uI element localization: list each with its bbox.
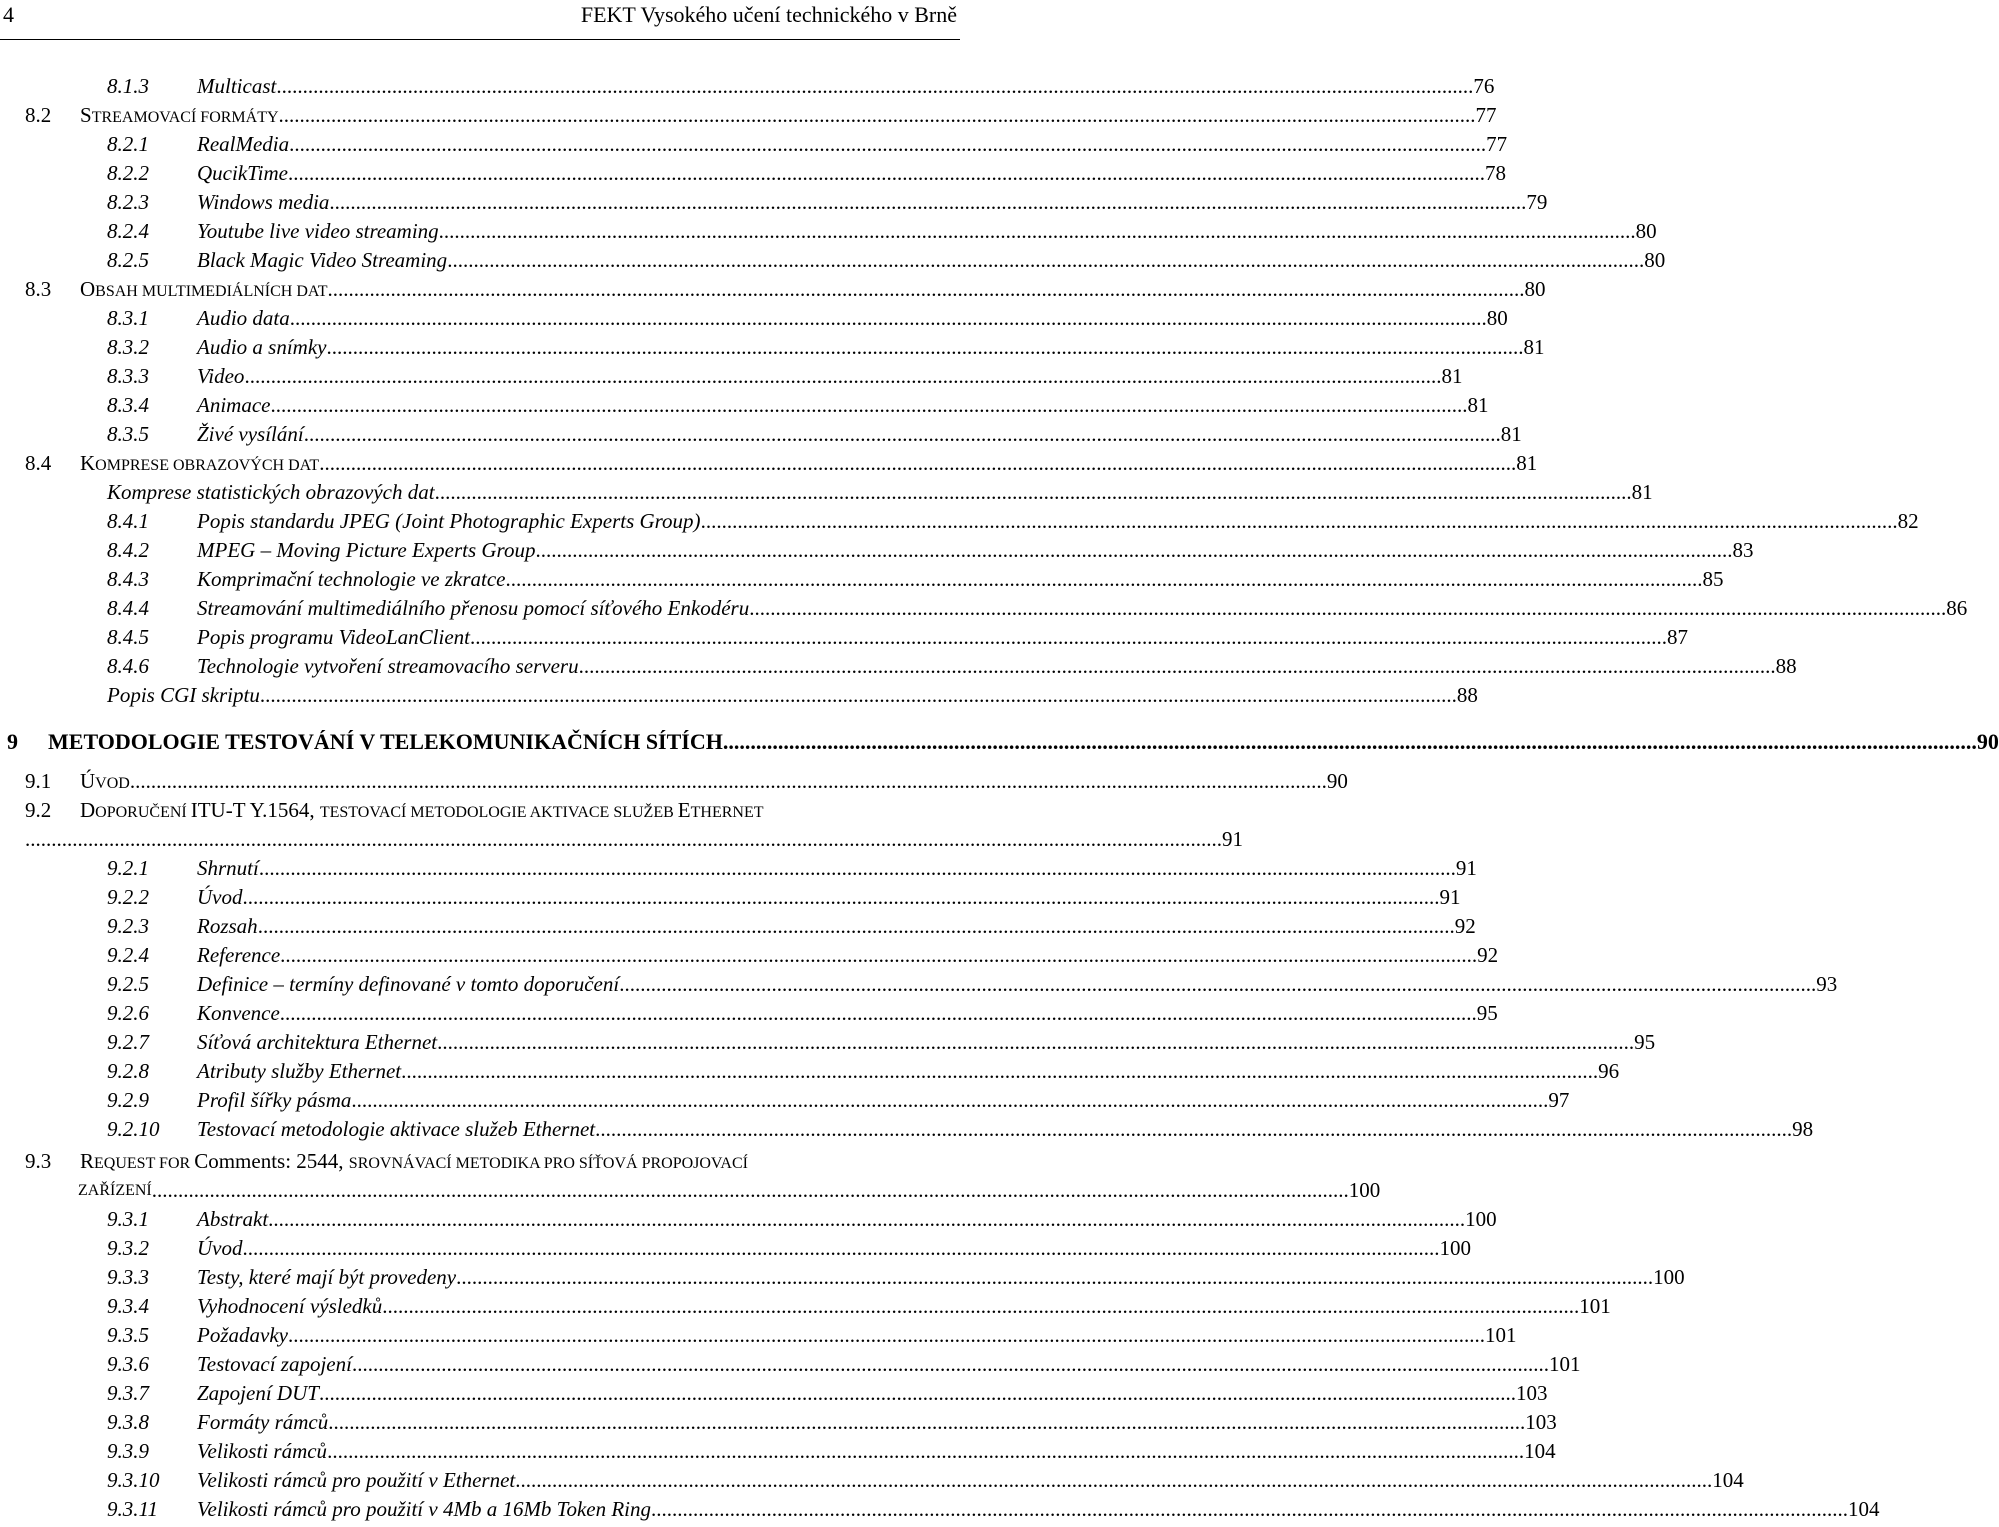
toc-number: 9.2: [25, 798, 52, 822]
toc-leader: ....................................................................................................................................................................................................................................: [401, 1059, 1599, 1083]
toc-entry[interactable]: [25, 275, 1546, 304]
toc-number: 8.4.3: [107, 567, 149, 591]
toc-page: 78: [1484, 161, 1506, 185]
toc-number: 9.2.7: [107, 1030, 149, 1054]
toc-title: Testy, které mají být provedeny: [197, 1265, 457, 1289]
toc-number: 8.2.5: [107, 248, 149, 272]
toc-entry[interactable]: [107, 478, 1653, 507]
toc-page: 101: [1579, 1294, 1611, 1318]
toc-number: 9.3.5: [107, 1323, 149, 1347]
toc-entry[interactable]: [107, 854, 1477, 883]
toc-title: Reference: [197, 943, 281, 967]
toc-number: 9.3.1: [107, 1207, 149, 1231]
toc-entry[interactable]: [107, 1495, 1880, 1524]
toc-page: 104: [1712, 1468, 1744, 1492]
toc-page: 92: [1454, 914, 1476, 938]
toc-page: 103: [1525, 1410, 1557, 1434]
toc-entry[interactable]: [107, 420, 1522, 449]
toc-leader: ....................................................................................................................................................................................................................................: [278, 103, 1476, 127]
toc-leader: ....................................................................................................................................................................................................................................: [351, 1088, 1549, 1112]
toc-entry[interactable]: [107, 1292, 1611, 1321]
toc-entry[interactable]: [25, 101, 1497, 130]
toc-number: 9.2.9: [107, 1088, 149, 1112]
toc-page: 80: [1644, 248, 1666, 272]
toc-page: 90: [1976, 729, 1999, 754]
toc-number: 9.3: [25, 1149, 52, 1173]
toc-number: 8.4: [25, 451, 52, 475]
toc-leader: ....................................................................................................................................................................................................................................: [505, 567, 1703, 591]
toc-title: Rozsah: [197, 914, 258, 938]
toc-number: 9.3.4: [107, 1294, 149, 1318]
toc-page: 77: [1475, 103, 1497, 127]
toc-leader: ....................................................................................................................................................................................................................................: [619, 972, 1817, 996]
toc-leader: ....................................................................................................................................................................................................................................: [470, 625, 1667, 649]
toc-page: 85: [1702, 567, 1724, 591]
toc-page: 81: [1523, 335, 1545, 359]
toc-number: 9.2.3: [107, 914, 149, 938]
toc-leader: ....................................................................................................................................................................................................................................: [437, 1030, 1635, 1054]
toc-leader: ....................................................................................................................................................................................................................................: [651, 1497, 1848, 1521]
toc-page: 91: [1439, 885, 1461, 909]
toc-leader: ....................................................................................................................................................................................................................................: [578, 654, 1776, 678]
toc-entry[interactable]: [107, 72, 1495, 101]
toc-number: 8.2.4: [107, 219, 149, 243]
toc-title: Video: [197, 364, 245, 388]
toc-title: Multicast: [197, 74, 277, 98]
toc-number: 9.3.2: [107, 1236, 149, 1260]
toc-leader: ....................................................................................................................................................................................................................................: [280, 943, 1478, 967]
toc-title: Black Magic Video Streaming: [197, 248, 448, 272]
toc-title: Velikosti rámců pro použití v Ethernet: [197, 1468, 516, 1492]
toc-entry[interactable]: [107, 1086, 1570, 1115]
toc-title: QucikTime: [197, 161, 288, 185]
toc-entry[interactable]: [107, 594, 1968, 623]
toc-title: Konvence: [197, 1001, 280, 1025]
toc-number: 9.2.4: [107, 943, 149, 967]
toc-leader: ....................................................................................................................................................................................................................................: [25, 827, 1222, 851]
toc-entry[interactable]: [107, 941, 1499, 970]
toc-entry[interactable]: [107, 217, 1657, 246]
toc-title: Vyhodnocení výsledků: [197, 1294, 383, 1318]
toc-entry[interactable]: [107, 623, 1688, 652]
toc-page: 96: [1598, 1059, 1620, 1083]
toc-page: 80: [1635, 219, 1657, 243]
toc-leader: ....................................................................................................................................................................................................................................: [129, 769, 1327, 793]
toc-leader: ....................................................................................................................................................................................................................................: [303, 422, 1501, 446]
toc-entry[interactable]: [107, 304, 1508, 333]
toc-title: Formáty rámců: [197, 1410, 329, 1434]
toc-leader: ....................................................................................................................................................................................................................................: [326, 335, 1524, 359]
toc-leader: ....................................................................................................................................................................................................................................: [258, 856, 1456, 880]
toc-number: 9.2.5: [107, 972, 149, 996]
toc-entry[interactable]: [25, 1147, 957, 1176]
toc-leader: ....................................................................................................................................................................................................................................: [287, 1323, 1485, 1347]
toc-page: 88: [1456, 683, 1478, 707]
toc-leader: ....................................................................................................................................................................................................................................: [329, 190, 1527, 214]
toc-page: 81: [1467, 393, 1489, 417]
toc-entry[interactable]: [107, 1234, 1471, 1263]
toc-entry[interactable]: [107, 188, 1548, 217]
toc-page: 100: [1348, 1178, 1381, 1202]
toc-entry[interactable]: [107, 652, 1797, 681]
toc-number: 8.3.2: [107, 335, 149, 359]
toc-entry[interactable]: [107, 507, 1919, 536]
toc-leader: ....................................................................................................................................................................................................................................: [242, 885, 1440, 909]
toc-title: Shrnutí: [197, 856, 259, 880]
toc-entry[interactable]: [107, 130, 1508, 159]
toc-page: 100: [1653, 1265, 1685, 1289]
toc-leader: ....................................................................................................................................................................................................................................: [351, 1352, 1549, 1376]
toc-leader: ....................................................................................................................................................................................................................................: [151, 1178, 1349, 1202]
toc-title: Komprese statistických obrazových dat: [107, 480, 435, 504]
toc-leader: ....................................................................................................................................................................................................................................: [259, 683, 1457, 707]
toc-entry-continuation[interactable]: [78, 1176, 1381, 1205]
toc-number: 8.3.3: [107, 364, 149, 388]
toc-entry[interactable]: [107, 1408, 1557, 1437]
toc-title: Požadavky: [197, 1323, 288, 1347]
toc-leader: ....................................................................................................................................................................................................................................: [257, 914, 1455, 938]
toc-page: 95: [1634, 1030, 1656, 1054]
toc-leader: ....................................................................................................................................................................................................................................: [382, 1294, 1580, 1318]
toc-title: Velikosti rámců: [197, 1439, 328, 1463]
toc-title: Technologie vytvoření streamovacího serveru: [197, 654, 579, 678]
toc-number: 9.2.6: [107, 1001, 149, 1025]
toc-number: 9.3.11: [107, 1497, 158, 1521]
toc-leader: ....................................................................................................................................................................................................................................: [287, 161, 1485, 185]
toc-page: 92: [1477, 943, 1499, 967]
toc-entry[interactable]: [107, 1350, 1581, 1379]
toc-number: 8.4.5: [107, 625, 149, 649]
toc-page: 77: [1486, 132, 1508, 156]
toc-entry[interactable]: [107, 1321, 1517, 1350]
toc-number: 8.1.3: [107, 74, 149, 98]
toc-title: Živé vysílání: [197, 422, 304, 446]
toc-entry[interactable]: [107, 1263, 1685, 1292]
toc-leader: ....................................................................................................................................................................................................................................: [268, 1207, 1466, 1231]
toc-title: MPEG – Moving Picture Experts Group: [197, 538, 536, 562]
toc-title: Profil šířky pásma: [197, 1088, 352, 1112]
toc-leader: ....................................................................................................................................................................................................................................: [595, 1117, 1793, 1141]
toc-number: 8.2.1: [107, 132, 149, 156]
toc-entry[interactable]: [107, 999, 1498, 1028]
toc-leader: ....................................................................................................................................................................................................................................: [515, 1468, 1713, 1492]
toc-leader: ....................................................................................................................................................................................................................................: [270, 393, 1468, 417]
toc-leader: ....................................................................................................................................................................................................................................: [535, 538, 1733, 562]
toc-page: 81: [1516, 451, 1538, 475]
toc-leader: ....................................................................................................................................................................................................................................: [244, 364, 1442, 388]
toc-leader: ....................................................................................................................................................................................................................................: [276, 74, 1474, 98]
toc-leader: ....................................................................................................................................................................................................................................: [242, 1236, 1440, 1260]
toc-title: Testovací metodologie aktivace služeb Ethernet: [197, 1117, 596, 1141]
toc-leader: ....................................................................................................................................................................................................................................: [447, 248, 1645, 272]
toc-number: 8.4.1: [107, 509, 149, 533]
toc-entry[interactable]: [25, 449, 1538, 478]
toc-title: Testovací zapojení: [197, 1352, 352, 1376]
toc-entry[interactable]: [107, 1115, 1814, 1144]
toc-entry[interactable]: [107, 1028, 1656, 1057]
toc-title: Popis standardu JPEG (Joint Photographic Experts Group): [197, 509, 701, 533]
page-header: [0, 0, 960, 40]
toc-title: Velikosti rámců pro použití v 4Mb a 16Mb Token Ring: [197, 1497, 651, 1521]
toc-entry[interactable]: [107, 1466, 1744, 1495]
toc-number: 8.3.5: [107, 422, 149, 446]
toc-page: 97: [1548, 1088, 1570, 1112]
toc-number: 8.4.4: [107, 596, 149, 620]
toc-entry[interactable]: [107, 565, 1724, 594]
toc-page: 88: [1775, 654, 1797, 678]
toc-number: 8.4.6: [107, 654, 149, 678]
toc-title: STREAMOVACÍ FORMÁTY: [80, 103, 279, 127]
toc-title: REQUEST FOR Comments: 2544, SROVNÁVACÍ METODIKA PRO SÍŤOVÁ PROPOJOVACÍ: [80, 1149, 748, 1173]
toc-number: 8.4.2: [107, 538, 149, 562]
toc-title: ZAŘÍZENÍ: [78, 1182, 152, 1199]
toc-leader: ....................................................................................................................................................................................................................................: [722, 729, 1977, 754]
toc-title: Popis programu VideoLanClient: [197, 625, 470, 649]
toc-title: DOPORUČENÍ ITU-T Y.1564, TESTOVACÍ METODOLOGIE AKTIVACE SLUŽEB ETHERNET: [80, 798, 764, 822]
toc-number: 9.3.8: [107, 1410, 149, 1434]
toc-number: 9.1: [25, 769, 52, 793]
toc-number: 8.3.4: [107, 393, 149, 417]
toc-title: OBSAH MULTIMEDIÁLNÍCH DAT: [80, 277, 328, 301]
toc-entry[interactable]: [107, 1437, 1556, 1466]
toc-number: 9.2.8: [107, 1059, 149, 1083]
toc-page: 101: [1484, 1323, 1517, 1347]
toc-page: 82: [1897, 509, 1919, 533]
toc-page: 86: [1946, 596, 1968, 620]
running-head: FEKT Vysokého učení technického v Brně: [580, 2, 957, 27]
toc-page: 91: [1455, 856, 1477, 880]
toc-page: 101: [1548, 1352, 1581, 1376]
toc-number: 9.3.10: [107, 1468, 160, 1492]
toc-page: 81: [1500, 422, 1522, 446]
toc-page: 90: [1326, 769, 1348, 793]
toc-number: 9.3.3: [107, 1265, 149, 1289]
toc-leader: ....................................................................................................................................................................................................................................: [438, 219, 1636, 243]
toc-title: Animace: [197, 393, 271, 417]
toc-entry[interactable]: [107, 159, 1506, 188]
toc-entry[interactable]: [107, 1379, 1548, 1408]
toc-entry[interactable]: [107, 246, 1666, 275]
toc-leader: ....................................................................................................................................................................................................................................: [700, 509, 1898, 533]
toc-leader: ....................................................................................................................................................................................................................................: [327, 1439, 1525, 1463]
toc-title: Popis CGI skriptu: [107, 683, 260, 707]
toc-title: Audio data: [197, 306, 290, 330]
toc-page: 87: [1667, 625, 1688, 649]
toc-leader: ....................................................................................................................................................................................................................................: [328, 1410, 1526, 1434]
page-number: 4: [3, 2, 14, 27]
toc-entry[interactable]: [25, 767, 1348, 796]
toc-entry[interactable]: [107, 912, 1476, 941]
toc-number: 8.2.2: [107, 161, 149, 185]
toc-entry[interactable]: [107, 1205, 1497, 1234]
toc-number: 8.2: [25, 103, 52, 127]
toc-number: 9.2.10: [107, 1117, 160, 1141]
toc-number: 9.2.2: [107, 885, 149, 909]
toc-title: Úvod: [197, 885, 243, 909]
toc-title: Komprimační technologie ve zkratce: [197, 567, 506, 591]
toc-page: 91: [1222, 827, 1243, 851]
toc-number: 9: [7, 729, 18, 754]
toc-page: 93: [1816, 972, 1838, 996]
toc-page: 79: [1526, 190, 1548, 214]
toc-entry[interactable]: [107, 536, 1754, 565]
toc-leader: ....................................................................................................................................................................................................................................: [289, 306, 1487, 330]
toc-leader: ....................................................................................................................................................................................................................................: [456, 1265, 1654, 1289]
toc-page: 81: [1631, 480, 1653, 504]
toc-leader: ....................................................................................................................................................................................................................................: [319, 451, 1517, 475]
toc-page: 95: [1476, 1001, 1498, 1025]
toc-number: 8.3.1: [107, 306, 149, 330]
toc-title: Windows media: [197, 190, 330, 214]
toc-leader: ....................................................................................................................................................................................................................................: [279, 1001, 1477, 1025]
toc-leader: ....................................................................................................................................................................................................................................: [318, 1381, 1516, 1405]
toc-title: KOMPRESE OBRAZOVÝCH DAT: [80, 451, 320, 475]
toc-entry[interactable]: [107, 970, 1838, 999]
toc-number: 9.3.9: [107, 1439, 149, 1463]
toc-leader: ....................................................................................................................................................................................................................................: [434, 480, 1632, 504]
toc-page: 100: [1439, 1236, 1471, 1260]
toc-page: 80: [1524, 277, 1546, 301]
toc-page: 104: [1524, 1439, 1556, 1463]
toc-entry[interactable]: [107, 681, 1478, 710]
toc-title: Definice – termíny definované v tomto doporučení: [197, 972, 620, 996]
toc-title: METODOLOGIE TESTOVÁNÍ V TELEKOMUNIKAČNÍCH SÍTÍCH: [48, 729, 723, 754]
toc-title: Abstrakt: [197, 1207, 269, 1231]
toc-entry[interactable]: [25, 796, 957, 825]
toc-page: 103: [1515, 1381, 1548, 1405]
toc-chapter-entry[interactable]: [7, 727, 1999, 756]
toc-page: 100: [1465, 1207, 1497, 1231]
toc-page: 83: [1732, 538, 1754, 562]
toc-title: Zapojení DUT: [197, 1381, 319, 1405]
toc-title: Atributy služby Ethernet: [197, 1059, 402, 1083]
toc-title: Youtube live video streaming: [197, 219, 439, 243]
toc-page: 81: [1441, 364, 1463, 388]
toc-entry[interactable]: [107, 333, 1545, 362]
toc-page: 98: [1792, 1117, 1814, 1141]
toc-title: Síťová architektura Ethernet: [197, 1030, 438, 1054]
toc-entry[interactable]: [107, 1057, 1620, 1086]
toc-number: 8.3: [25, 277, 52, 301]
toc-entry[interactable]: [107, 883, 1461, 912]
toc-page: 104: [1848, 1497, 1880, 1521]
header-rule: [0, 39, 960, 40]
toc-number: 8.2.3: [107, 190, 149, 214]
toc-title: RealMedia: [197, 132, 290, 156]
toc-title: Streamování multimediálního přenosu pomocí síťového Enkodéru: [197, 596, 750, 620]
toc-entry[interactable]: [107, 362, 1463, 391]
toc-entry-continuation[interactable]: [25, 825, 1243, 854]
toc-title: Audio a snímky: [197, 335, 327, 359]
toc-entry[interactable]: [107, 391, 1489, 420]
toc-leader: ....................................................................................................................................................................................................................................: [749, 596, 1947, 620]
toc-number: 9.2.1: [107, 856, 149, 880]
toc-page: 80: [1486, 306, 1508, 330]
toc-title: ÚVOD: [80, 769, 130, 793]
toc-leader: ....................................................................................................................................................................................................................................: [327, 277, 1525, 301]
toc-number: 9.3.7: [107, 1381, 149, 1405]
toc-leader: ....................................................................................................................................................................................................................................: [289, 132, 1487, 156]
toc-page: 76: [1473, 74, 1495, 98]
toc-title: Úvod: [197, 1236, 243, 1260]
toc-number: 9.3.6: [107, 1352, 149, 1376]
